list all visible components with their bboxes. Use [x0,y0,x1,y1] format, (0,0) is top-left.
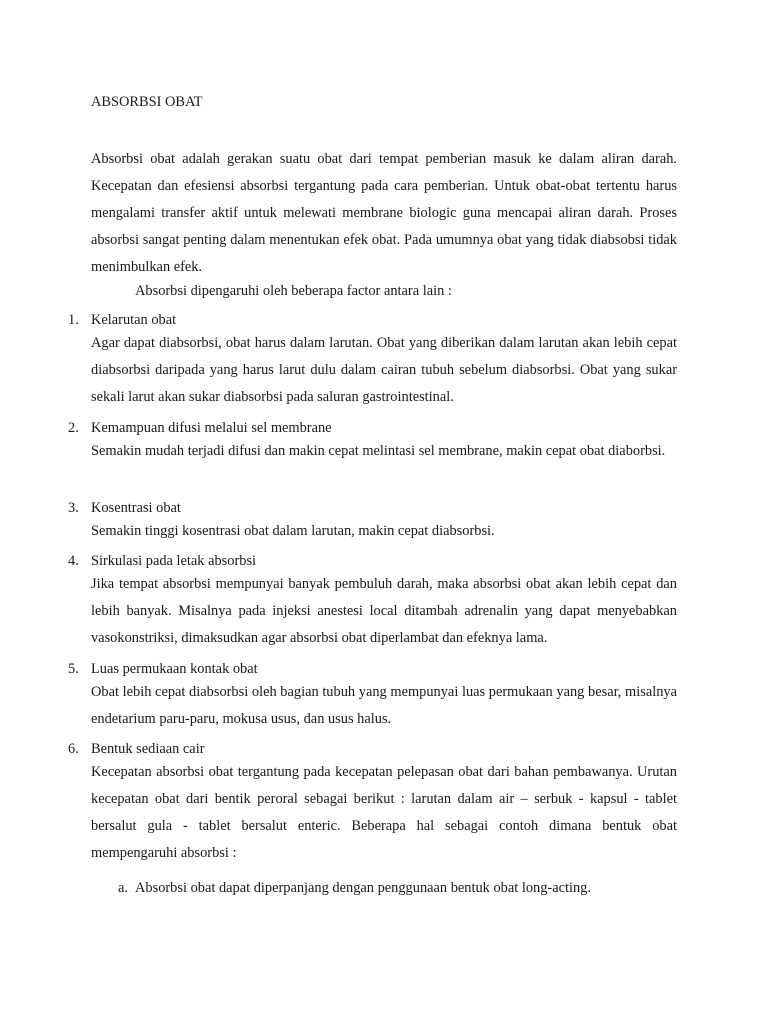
subitem-letter: a. [118,880,128,896]
factor-number: 4. [68,553,79,569]
factors-intro: Absorbsi dipengaruhi oleh beberapa factor antara lain : [135,283,452,299]
factor-heading: Luas permukaan kontak obat [91,661,258,677]
factor-description: Jika tempat absorbsi mempunyai banyak pembuluh darah, maka absorbsi obat akan lebih cepat dan lebih banyak. Misalnya pada injeksi anestesi local ditambah adrenalin yang dapat menyebabkan vasokonstriksi, dimaksudkan agar absorbsi obat diperlambat dan efeknya lama. [91,576,677,646]
factor-heading: Kemampuan difusi melalui sel membrane [91,420,332,436]
factor-number: 6. [68,741,79,757]
factor-description: Semakin tinggi kosentrasi obat dalam larutan, makin cepat diabsorbsi. [91,523,495,539]
subitem-text: Absorbsi obat dapat diperpanjang dengan penggunaan bentuk obat long-acting. [135,880,591,896]
factor-description: Semakin mudah terjadi difusi dan makin cepat melintasi sel membrane, makin cepat obat diaborbsi. [91,443,666,459]
factor-heading: Sirkulasi pada letak absorbsi [91,553,257,569]
factor-description: Kecepatan absorbsi obat tergantung pada kecepatan pelepasan obat dari bahan pembawanya. Urutan kecepatan obat dari bentik peroral sebagai berikut : larutan dalam air – serbuk - kapsul - tablet bersalut gula - tablet bersalut enteric. Beberapa hal sebagai contoh dimana bentuk obat mempengaruhi absorbsi : [91,764,677,861]
document-title: ABSORBSI OBAT [91,94,203,110]
factor-number: 3. [68,500,79,516]
factor-heading: Kelarutan obat [91,312,177,328]
factor-number: 5. [68,661,79,677]
factor-description: Obat lebih cepat diabsorbsi oleh bagian tubuh yang mempunyai luas permukaan yang besar, misalnya endetarium paru-paru, mokusa usus, dan usus halus. [91,684,677,727]
factor-number: 1. [68,312,79,328]
factor-heading: Kosentrasi obat [91,500,181,516]
factor-heading: Bentuk sediaan cair [91,741,205,757]
factor-number: 2. [68,420,79,436]
factor-description: Agar dapat diabsorbsi, obat harus dalam larutan. Obat yang diberikan dalam larutan akan lebih cepat diabsorbsi daripada yang harus larut dulu dalam cairan tubuh sebelum diabsorbsi. Obat yang sukar sekali larut akan sukar diabsorbsi pada saluran gastrointestinal. [91,335,677,405]
intro-paragraph: Absorbsi obat adalah gerakan suatu obat dari tempat pemberian masuk ke dalam aliran darah. Kecepatan dan efesiensi absorbsi tergantung pada cara pemberian. Untuk obat-obat tertentu harus mengalami transfer aktif untuk melewati membrane biologic guna mencapai aliran darah. Proses absorbsi sangat penting dalam menentukan efek obat. Pada umumnya obat yang tidak diabsobsi tidak menimbulkan efek. [91,151,677,275]
